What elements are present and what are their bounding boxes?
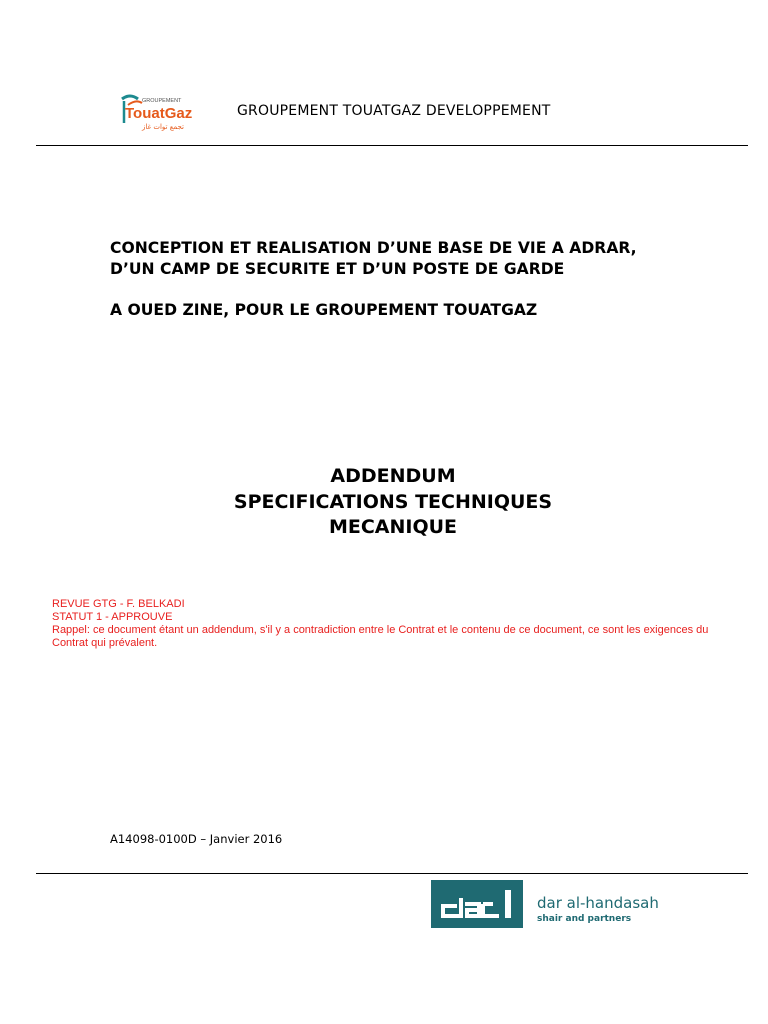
footer-divider (36, 873, 748, 874)
document-title-discipline: MECANIQUE (328, 516, 458, 538)
project-line-2: A OUED ZINE, POUR LE GROUPEMENT TOUATGAZ (110, 301, 538, 319)
touatgaz-logo (116, 93, 214, 133)
project-line-1: CONCEPTION ET REALISATION D’UNE BASE DE VIE A ADRAR, D’UN CAMP DE SECURITE ET D’UN POSTE DE GARDE (110, 239, 637, 278)
logo-small-text: GROUPEMENT (142, 98, 182, 104)
review-status: STATUT 1 - APPROUVE (52, 611, 173, 623)
document-title-specifications: SPECIFICATIONS TECHNIQUES (233, 490, 553, 513)
dar-company-name: dar al-handasah (537, 894, 659, 912)
review-note (52, 598, 732, 650)
project-description (110, 238, 670, 321)
document-title-block (0, 464, 768, 541)
review-reminder: Rappel: ce document étant un addendum, s'il y a contradiction entre le Contrat et le contenu de ce document, ce sont les exigences du Contrat qui prévalent. (52, 624, 709, 649)
review-by: REVUE GTG - F. BELKADI (52, 598, 185, 610)
header-title: GROUPEMENT TOUATGAZ DEVELOPPEMENT (237, 103, 551, 119)
dar-al-handasah-logo (431, 880, 679, 928)
document-title-addendum: ADDENDUM (330, 465, 456, 487)
document-reference: A14098-0100D – Janvier 2016 (110, 832, 283, 846)
logo-arabic-text: تجمع توات غاز (142, 123, 184, 131)
dar-company-tagline: shair and partners (537, 914, 632, 924)
header-divider (36, 145, 748, 146)
logo-brand-text: TouatGaz (125, 105, 193, 122)
